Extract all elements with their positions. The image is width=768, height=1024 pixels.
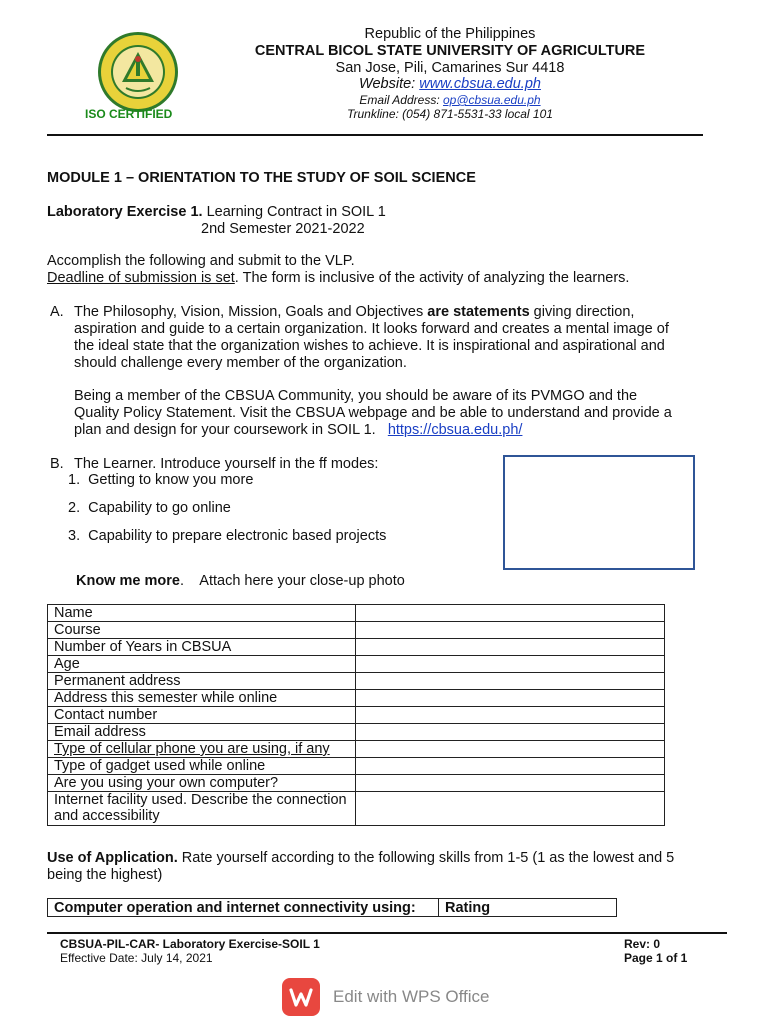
text-span: plan and design for your coursework in SOIL 1. [74, 422, 376, 438]
university-seal-logo [96, 30, 180, 114]
section-b-intro: The Learner. Introduce yourself in the ff modes: [74, 456, 379, 472]
lab-exercise-label: Laboratory Exercise 1. [47, 204, 203, 220]
university-name: CENTRAL BICOL STATE UNIVERSITY OF AGRICULTURE [254, 43, 646, 59]
table-row [48, 792, 665, 826]
semester-address-label: Address this semester while online [48, 690, 356, 707]
age-cell[interactable] [356, 656, 665, 673]
wps-logo-icon [282, 978, 320, 1016]
rating-table-header-skill: Computer operation and internet connectivity using: [48, 899, 439, 917]
footer-doc-code: CBSUA-PIL-CAR- Laboratory Exercise-SOIL 1 [60, 937, 320, 951]
instructions-line-2 [47, 270, 629, 287]
text-line: the ideal state that the organization wishes to achieve. It is inspirational and aspirational and [74, 338, 665, 354]
use-of-application [47, 850, 674, 884]
footer-divider [47, 932, 727, 934]
section-a-paragraph-1 [74, 304, 669, 372]
table-row [48, 639, 665, 656]
cellphone-type-label: Type of cellular phone you are using, if any [48, 741, 356, 758]
website-link[interactable]: www.cbsua.edu.ph [419, 76, 541, 92]
table-row [48, 605, 665, 622]
list-item [68, 472, 253, 489]
internet-facility-cell[interactable] [356, 792, 665, 826]
gadget-type-label: Type of gadget used while online [48, 758, 356, 775]
years-label: Number of Years in CBSUA [48, 639, 356, 656]
email-line [200, 93, 700, 107]
gadget-type-cell[interactable] [356, 758, 665, 775]
contact-number-cell[interactable] [356, 707, 665, 724]
text-line: being the highest) [47, 867, 163, 883]
list-number: 3. [68, 528, 81, 544]
list-text: Capability to prepare electronic based projects [88, 528, 387, 544]
text-span: The Philosophy, Vision, Mission, Goals and Objectives [74, 304, 428, 320]
iso-certified-label: ISO CERTIFIED [85, 107, 173, 121]
years-cell[interactable] [356, 639, 665, 656]
edit-with-wps-button[interactable] [280, 976, 520, 1018]
permanent-address-label: Permanent address [48, 673, 356, 690]
list-item [68, 500, 231, 517]
footer-effective-date: Effective Date: July 14, 2021 [60, 951, 213, 965]
know-me-line [76, 573, 405, 590]
website-line [200, 76, 700, 92]
module-title: MODULE 1 – ORIENTATION TO THE STUDY OF SOIL SCIENCE [47, 170, 476, 186]
header-divider [47, 134, 703, 136]
instructions-line-1: Accomplish the following and submit to the VLP. [47, 253, 355, 269]
use-of-application-label: Use of Application. [47, 850, 178, 866]
lab-exercise-title: Learning Contract in SOIL 1 [202, 204, 386, 220]
learner-info-table [47, 604, 665, 826]
text-span: giving direction, [529, 304, 635, 320]
cellphone-type-cell[interactable] [356, 741, 665, 758]
course-cell[interactable] [356, 622, 665, 639]
list-text: Getting to know you more [88, 472, 254, 488]
table-row [48, 775, 665, 792]
rating-table [47, 898, 617, 917]
email-label: Email Address: [359, 93, 440, 107]
internet-facility-label: Internet facility used. Describe the connection and accessibility [48, 792, 356, 826]
know-me-text: . Attach here your close-up photo [179, 573, 405, 589]
table-row [48, 622, 665, 639]
text-span: Rate yourself according to the following skills from 1-5 (1 as the lowest and 5 [177, 850, 675, 866]
email-address-cell[interactable] [356, 724, 665, 741]
name-cell[interactable] [356, 605, 665, 622]
section-b-marker: B. [50, 456, 64, 472]
table-row [48, 707, 665, 724]
rating-table-header-rating: Rating [439, 899, 617, 917]
list-item [68, 528, 386, 545]
permanent-address-cell[interactable] [356, 673, 665, 690]
text-line: Being a member of the CBSUA Community, you should be aware of its PVMGO and the [74, 388, 638, 404]
wps-label: Edit with WPS Office [333, 987, 490, 1006]
table-row [48, 673, 665, 690]
age-label: Age [48, 656, 356, 673]
semester-address-cell[interactable] [356, 690, 665, 707]
table-row [48, 741, 665, 758]
photo-attachment-box[interactable] [503, 455, 695, 570]
text-line: aspiration and guide to a certain organization. It looks forward and creates a mental image of [74, 321, 669, 337]
footer-page: Page 1 of 1 [624, 951, 688, 965]
list-text: Capability to go online [88, 500, 231, 516]
section-a-paragraph-2 [74, 388, 672, 439]
text-line: should challenge every member of the organization. [74, 355, 407, 371]
section-a-marker: A. [50, 304, 64, 320]
list-number: 2. [68, 500, 81, 516]
list-number: 1. [68, 472, 81, 488]
own-computer-cell[interactable] [356, 775, 665, 792]
know-me-label: Know me more [76, 573, 180, 589]
lab-exercise-line [47, 204, 386, 221]
semester-line: 2nd Semester 2021-2022 [201, 221, 365, 237]
email-link[interactable]: op@cbsua.edu.ph [443, 93, 541, 107]
country-line: Republic of the Philippines [364, 26, 536, 42]
text-line: Quality Policy Statement. Visit the CBSUA webpage and be able to understand and provide a [74, 405, 672, 421]
deadline-text: Deadline of submission is set [47, 270, 235, 286]
table-row [48, 899, 617, 917]
cbsua-link[interactable]: https://cbsua.edu.ph/ [387, 422, 523, 438]
trunkline: Trunkline: (054) 871-5531-33 local 101 [347, 107, 553, 121]
table-row [48, 724, 665, 741]
table-row [48, 690, 665, 707]
own-computer-label: Are you using your own computer? [48, 775, 356, 792]
university-address: San Jose, Pili, Camarines Sur 4418 [335, 60, 565, 76]
footer-rev: Rev: 0 [624, 937, 661, 951]
email-address-label: Email address [48, 724, 356, 741]
table-row [48, 656, 665, 673]
contact-number-label: Contact number [48, 707, 356, 724]
course-label: Course [48, 622, 356, 639]
website-label: Website: [359, 76, 416, 92]
name-label: Name [48, 605, 356, 622]
instructions-rest: . The form is inclusive of the activity of analyzing the learners. [234, 270, 630, 286]
bold-span: are statements [427, 304, 530, 320]
table-row [48, 758, 665, 775]
